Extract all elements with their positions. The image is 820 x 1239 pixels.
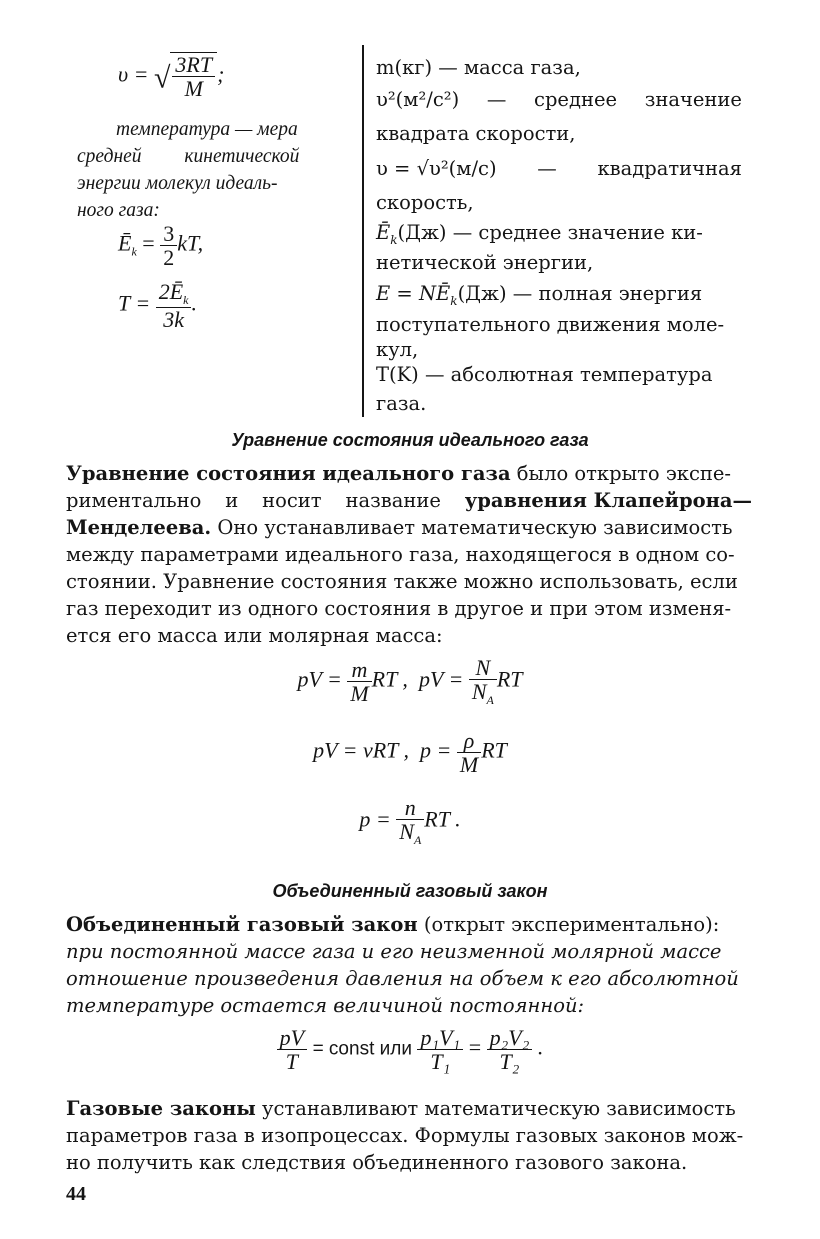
left-text-line-2-text: средней кинетической — [77, 146, 300, 167]
paragraph-3-line-1: Газовые законы устанавливают математическую зависимость — [66, 1097, 736, 1120]
formula-temperature: T = $\frac{2Ē_k}{3k}$ . — [118, 279, 197, 332]
paragraph-1-line-2: риментально и носит название уравнения Клапейрона— — [66, 489, 752, 512]
paragraph-1-line-4: между параметрами идеального газа, находящегося в одном со- — [66, 543, 735, 566]
right-line-2: υ²(м²/с²) — среднее значение — [376, 88, 742, 111]
paragraph-1-line-1: Уравнение состояния идеального газа было открыто экспе- — [66, 462, 731, 485]
formula-speed: υ = √ $\frac{3RT}{M}$ ; — [118, 52, 225, 102]
section-heading-combined-gas-law: Объединенный газовый закон — [272, 881, 548, 901]
paragraph-1-line-5: стоянии. Уравнение состояния также можно использовать, если — [66, 570, 738, 593]
paragraph-2-line-2: при постоянной массе газа и его неизменной молярной массе — [66, 940, 722, 963]
equation-clapeyron-2: pV = νRT , p = $\frac{\rho}{M}$ RT — [313, 728, 507, 778]
right-line-10: кул, — [376, 338, 419, 361]
left-text-line-1: температура — мера — [116, 119, 298, 140]
right-line-6: $Ē_k(Дж)$ — среднее значение ки- — [376, 221, 703, 247]
paragraph-2-line-3: отношение произведения давления на объем к его абсолютной — [66, 967, 739, 990]
formula-temperature-fraction: $\frac{2Ē_k}{3k}$ — [156, 280, 192, 331]
column-divider — [362, 45, 364, 417]
paragraph-2-line-1: Объединенный газовый закон (открыт экспериментально): — [66, 913, 720, 936]
formula-kinetic-energy-fraction: $\frac{3}{2}$ — [160, 222, 177, 269]
paragraph-1-line-6: газ переходит из одного состояния в другое и при этом изменя- — [66, 597, 732, 620]
right-line-3: квадрата скорости, — [376, 122, 576, 145]
right-line-5: скорость, — [376, 191, 474, 214]
paragraph-3-line-3: но получить как следствия объединенного газового закона. — [66, 1151, 688, 1174]
left-text-line-2 — [77, 143, 349, 170]
formula-speed-fraction: $\frac{3RT}{M}$ — [172, 53, 215, 100]
sqrt-sign: √ — [153, 61, 171, 95]
formula-kinetic-energy: $Ē_k$ = $\frac{3}{2}$ kT, — [118, 221, 204, 271]
right-line-12: газа. — [376, 392, 427, 415]
left-text-line-3: энергии молекул идеаль- — [77, 173, 278, 194]
equation-combined-gas-law: $\frac{pV}{T}$ = const или $\frac{\text{p₁V₁}}{\text{T₁}}$ = $\frac{\text{p₂V₂}}{\text{T₂}}$ . — [0, 1026, 820, 1073]
paragraph-3-line-2: параметров газа в изопроцессах. Формулы газовых законов мож- — [66, 1124, 744, 1147]
right-line-7: нетической энергии, — [376, 251, 594, 274]
left-text-line-4: ного газа: — [77, 200, 160, 221]
equation-clapeyron-3: p = $\frac{n}{N_A}$ RT . — [359, 795, 461, 848]
page-number: 44 — [66, 1183, 86, 1205]
formula-speed-lhs: υ = — [118, 61, 149, 87]
equation-clapeyron-1: pV = $\frac{m}{M}$ RT , pV = $\frac{N}{N_A}$ RT — [297, 655, 523, 708]
right-line-4: υ = √υ²(м/с) — квадратичная — [376, 157, 742, 180]
right-line-9: поступательного движения моле- — [376, 313, 725, 336]
paragraph-2-line-4: температуре остается величиной постоянной: — [66, 994, 585, 1017]
right-line-1: m(кг) — масса газа, — [376, 56, 581, 79]
section-heading-ideal-gas: Уравнение состояния идеального газа — [231, 430, 589, 450]
paragraph-1-line-3: Менделеева. Оно устанавливает математическую зависимость — [66, 516, 733, 539]
right-line-8: $E = NĒ_k(Дж)$ — полная энергия — [376, 282, 703, 308]
paragraph-1-line-7: ется его масса или молярная масса: — [66, 624, 443, 647]
right-line-11: T(K) — абсолютная температура — [376, 363, 713, 386]
